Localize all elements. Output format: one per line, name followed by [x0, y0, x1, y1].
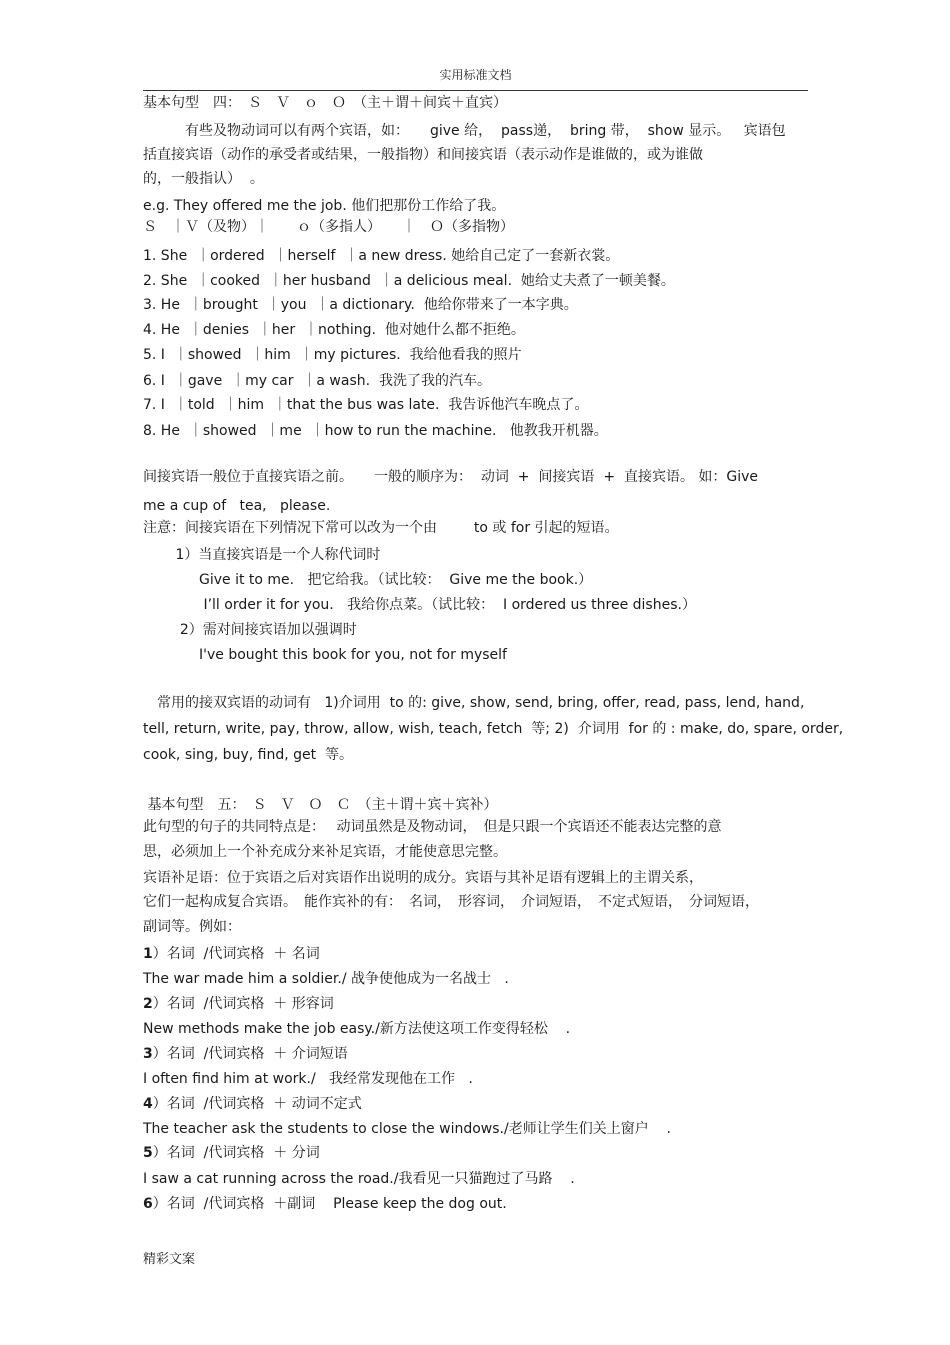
case1-example1: Give it to me. 把它给我。（试比较： Give me the book.） [143, 572, 593, 588]
item-label: ）名词 /代词宾格 ＋ 形容词 [152, 996, 334, 1012]
complement-item-example: I often find him at work./ 我经常发现他在工作 . [143, 1071, 473, 1087]
section4-example: e.g. They offered me the job. 他们把那份工作给了我。 [143, 198, 506, 214]
complement-item-heading [143, 1144, 320, 1162]
example-sentence: 6. I ｜gave ｜my car ｜a wash. 我洗了我的汽车。 [143, 373, 491, 389]
section5-para-line2: 思，必须加上一个补充成分来补足宾语，才能使意思完整。 [143, 844, 507, 860]
example-sentence: 7. I ｜told ｜him ｜that the bus was late. 我告诉他汽车晚点了。 [143, 397, 589, 413]
example-sentence: 1. She ｜ordered ｜herself ｜a new dress. 她给自己定了一套新衣裳。 [143, 248, 620, 264]
section4-intro-line3: 的，一般指认） 。 [143, 171, 264, 187]
section5-para-line1: 此句型的句子的共同特点是： 动词虽然是及物动词， 但是只跟一个宾语还不能表达完整的意 [143, 819, 722, 835]
case2-heading: 2）需对间接宾语加以强调时 [143, 622, 357, 638]
section5-para-line3: 宾语补足语：位于宾语之后对宾语作出说明的成分。宾语与其补足语有逻辑上的主谓关系， [143, 870, 703, 886]
common-verbs-line2: tell, return, write, pay, throw, allow, wish, teach, fetch 等; 2) 介词用 for 的 : make, do, spare, order, [143, 721, 844, 737]
example-sentence: 8. He ｜showed ｜me ｜how to run the machine. 他教我开机器。 [143, 423, 608, 439]
item-number: 5 [143, 1145, 153, 1161]
complement-item-heading [143, 1095, 362, 1113]
section4-intro-line2: 括直接宾语（动作的承受者或结果，一般指物）和间接宾语（表示动作是谁做的，或为谁做 [143, 147, 703, 163]
section4-heading: 基本句型 四： Ｓ Ｖ ｏ Ｏ （主＋谓＋间宾＋直宾） [143, 95, 507, 111]
item-label: ）名词 /代词宾格 ＋副词 Please keep the dog out. [152, 1196, 507, 1212]
common-verbs-line3: cook, sing, buy, find, get 等。 [143, 747, 353, 763]
item-label: ）名词 /代词宾格 ＋ 名词 [152, 946, 320, 962]
item-label: ）名词 /代词宾格 ＋ 分词 [152, 1145, 320, 1161]
complement-item-heading [143, 995, 334, 1013]
example-sentence: 2. She ｜cooked ｜her husband ｜a delicious meal. 她给丈夫煮了一顿美餐。 [143, 273, 675, 289]
example-sentence: 4. He ｜denies ｜her ｜nothing. 他对她什么都不拒绝。 [143, 322, 525, 338]
complement-item-example: New methods make the job easy./新方法使这项工作变得轻松 . [143, 1021, 571, 1037]
complement-item-example: The teacher ask the students to close the windows./老师让学生们关上窗户 . [143, 1121, 671, 1137]
item-number: 1 [143, 946, 153, 962]
item-number: 2 [143, 996, 153, 1012]
header-rule [143, 90, 808, 91]
item-label: ）名词 /代词宾格 ＋ 动词不定式 [152, 1096, 362, 1112]
section5-para-line4: 它们一起构成复合宾语。 能作宾补的有： 名词， 形容词， 介词短语， 不定式短语， 分词短语， [143, 894, 759, 910]
complement-item-heading [143, 1195, 507, 1213]
section5-heading: 基本句型 五： Ｓ Ｖ Ｏ Ｃ （主＋谓＋宾＋宾补） [143, 797, 498, 813]
order-line1: 间接宾语一般位于直接宾语之前。 一般的顺序为： 动词 + 间接宾语 + 直接宾语。 如：Give [143, 469, 759, 485]
complement-item-example: I saw a cat running across the road./我看见一只猫跑过了马路 . [143, 1171, 575, 1187]
item-number: 6 [143, 1196, 153, 1212]
complement-item-example: The war made him a soldier./ 战争使他成为一名战士 . [143, 971, 509, 987]
case2-example: I've bought this book for you, not for myself [143, 647, 507, 663]
complement-item-heading [143, 945, 320, 963]
page-footer: 精彩文案 [143, 1252, 196, 1267]
common-verbs-line1: 常用的接双宾语的动词有 1)介词用 to 的: give, show, send, bring, offer, read, pass, lend, hand, [143, 695, 805, 711]
item-number: 4 [143, 1096, 153, 1112]
complement-item-heading [143, 1045, 348, 1063]
item-number: 3 [143, 1046, 153, 1062]
case1-heading: 1）当直接宾语是一个人称代词时 [143, 547, 381, 563]
item-label: ）名词 /代词宾格 ＋ 介词短语 [152, 1046, 348, 1062]
section4-pattern: Ｓ ｜Ｖ（及物）｜ ｏ（多指人） ｜ Ｏ（多指物） [143, 219, 514, 235]
section5-para-line5: 副词等。例如： [143, 919, 241, 935]
example-sentence: 5. I ｜showed ｜him ｜my pictures. 我给他看我的照片 [143, 347, 522, 363]
order-line2: me a cup of tea, please. [143, 498, 331, 514]
case1-example2: I’ll order it for you. 我给你点菜。（试比较： I ordered us three dishes.） [143, 597, 696, 613]
page-header: 实用标准文档 [439, 68, 512, 82]
example-sentence: 3. He ｜brought ｜you ｜a dictionary. 他给你带来了一本字典。 [143, 297, 578, 313]
section4-intro-line1: 有些及物动词可以有两个宾语，如： give 给， pass递， bring 带， show 显示。 宾语包 [143, 123, 786, 139]
note-line: 注意：间接宾语在下列情况下常可以改为一个由 to 或 for 引起的短语。 [143, 520, 619, 536]
